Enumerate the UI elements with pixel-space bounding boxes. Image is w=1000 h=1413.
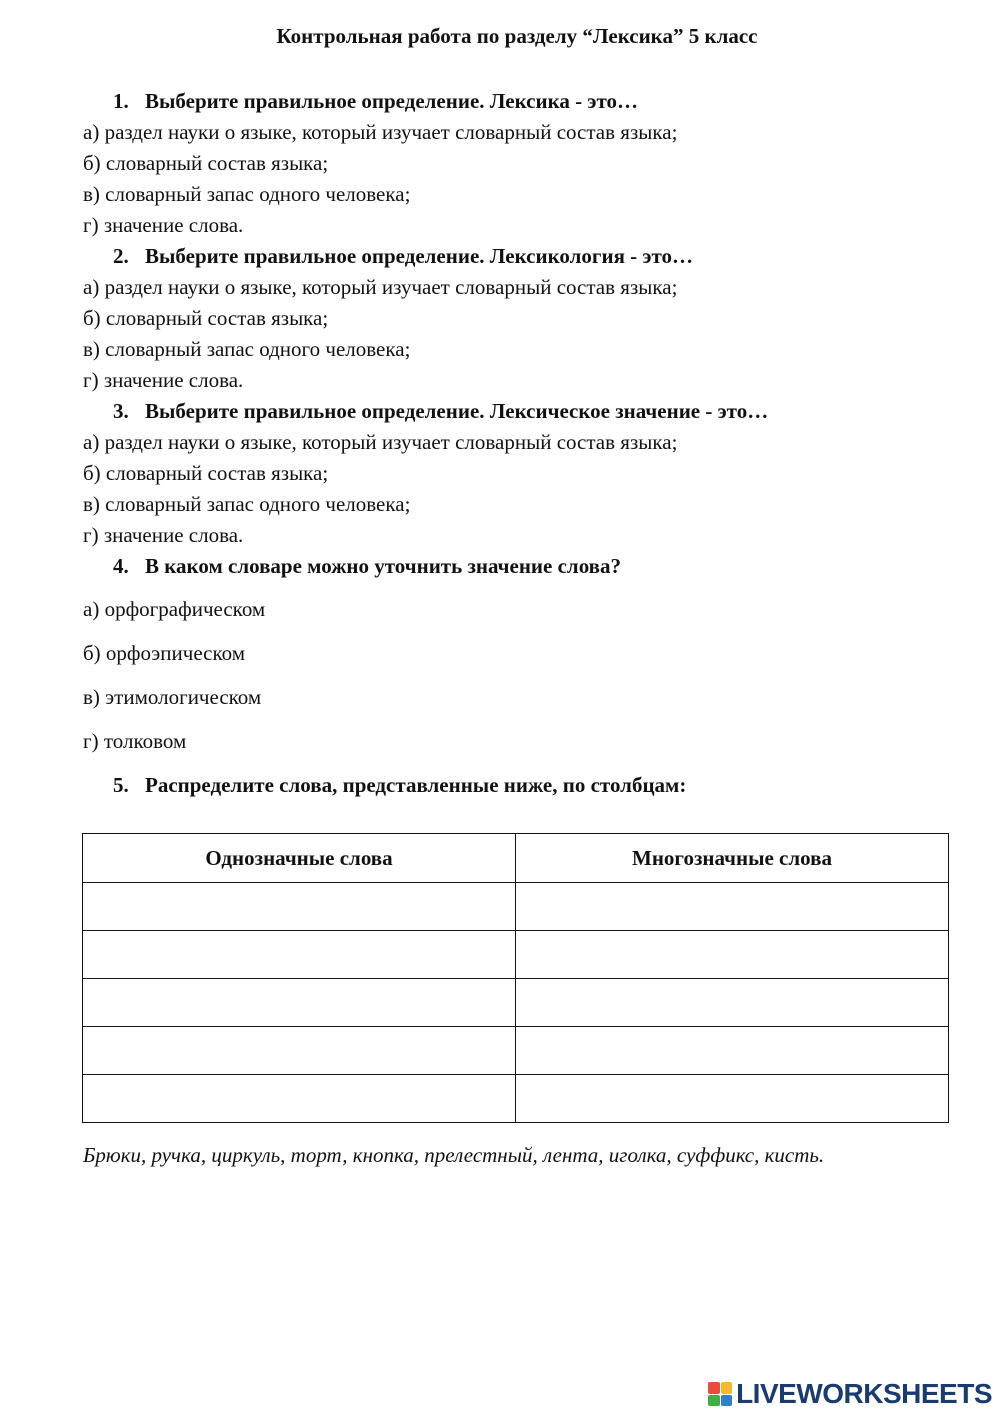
table-row (83, 931, 949, 979)
drop-cell-single[interactable] (83, 979, 516, 1027)
question-1-option-d[interactable]: г) значение слова. (83, 213, 244, 237)
question-3-option-d[interactable]: г) значение слова. (83, 523, 244, 547)
drop-cell-single[interactable] (83, 1075, 516, 1123)
question-1-option-b[interactable]: б) словарный состав языка; (83, 151, 329, 175)
question-4-option-b[interactable]: б) орфоэпическом (83, 641, 246, 665)
table-row (83, 883, 949, 931)
question-1-option-a[interactable]: а) раздел науки о языке, который изучает словарный состав языка; (83, 120, 678, 144)
logo-square-yellow (721, 1382, 733, 1394)
drop-cell-multiple[interactable] (516, 1075, 949, 1123)
question-3-option-a[interactable]: а) раздел науки о языке, который изучает словарный состав языка; (83, 430, 678, 454)
word-list: Брюки, ручка, циркуль, торт, кнопка, прелестный, лента, иголка, суффикс, кисть. (83, 1143, 825, 1167)
drop-cell-single[interactable] (83, 1027, 516, 1075)
question-2-option-d[interactable]: г) значение слова. (83, 368, 244, 392)
question-1-option-c[interactable]: в) словарный запас одного человека; (83, 182, 411, 206)
drop-cell-multiple[interactable] (516, 883, 949, 931)
table-row (83, 979, 949, 1027)
question-4: 4. В каком словаре можно уточнить значение слова? (113, 554, 622, 578)
drop-cell-multiple[interactable] (516, 979, 949, 1027)
drop-cell-multiple[interactable] (516, 931, 949, 979)
drop-cell-single[interactable] (83, 931, 516, 979)
question-2-option-a[interactable]: а) раздел науки о языке, который изучает словарный состав языка; (83, 275, 678, 299)
question-2-option-c[interactable]: в) словарный запас одного человека; (83, 337, 411, 361)
table-row (83, 1027, 949, 1075)
column-header-multiple-meaning: Многозначные слова (516, 834, 949, 883)
question-4-option-c[interactable]: в) этимологическом (83, 685, 262, 709)
logo-square-blue (721, 1395, 733, 1407)
drop-cell-single[interactable] (83, 883, 516, 931)
question-5: 5. Распределите слова, представленные ниже, по столбцам: (113, 773, 687, 797)
logo-square-red (708, 1382, 720, 1394)
table-row (83, 1075, 949, 1123)
question-2: 2. Выберите правильное определение. Лексикология - это… (113, 244, 694, 268)
question-3-option-c[interactable]: в) словарный запас одного человека; (83, 492, 411, 516)
drop-cell-multiple[interactable] (516, 1027, 949, 1075)
question-1: 1. Выберите правильное определение. Лексика - это… (113, 89, 638, 113)
question-4-option-a[interactable]: а) орфографическом (83, 597, 266, 621)
question-2-option-b[interactable]: б) словарный состав языка; (83, 306, 329, 330)
liveworksheets-logo[interactable] (708, 1378, 992, 1410)
column-header-single-meaning: Однозначные слова (83, 834, 516, 883)
question-3-option-b[interactable]: б) словарный состав языка; (83, 461, 329, 485)
logo-square-green (708, 1395, 720, 1407)
document-title: Контрольная работа по разделу “Лексика” 5 класс (276, 24, 758, 48)
question-4-option-d[interactable]: г) толковом (83, 729, 187, 753)
question-3: 3. Выберите правильное определение. Лексическое значение - это… (113, 399, 769, 423)
liveworksheets-logo-text: LIVEWORKSHEETS (736, 1378, 992, 1409)
word-sort-table (82, 833, 949, 1123)
liveworksheets-logo-icon (708, 1382, 732, 1406)
